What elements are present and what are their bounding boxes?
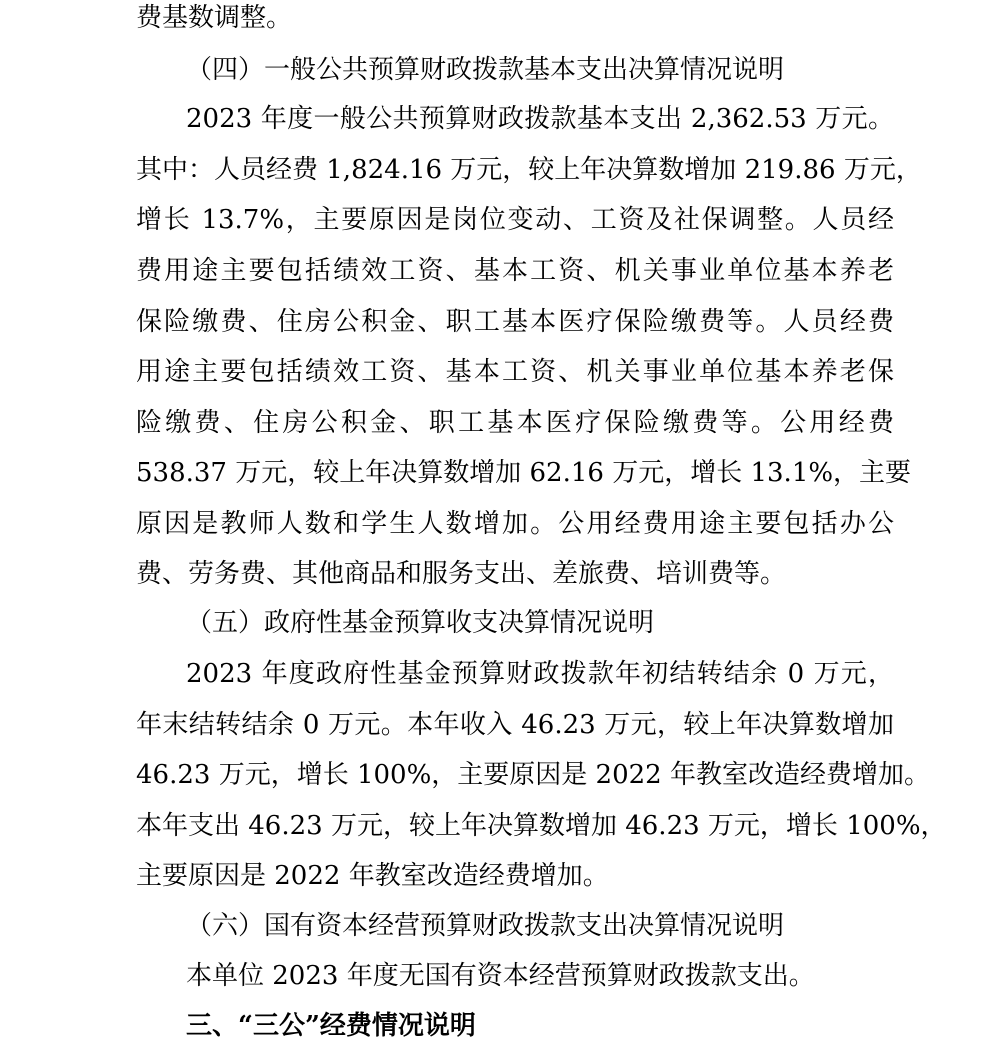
paragraph-line: 原因是教师人数和学生人数增加。公用经费用途主要包括办公 [136,509,894,539]
section-heading-three-public: 三、“三公”经费情况说明 [186,1011,476,1041]
paragraph-line: 本单位 2023 年度无国有资本经营预算财政拨款支出。 [186,961,815,991]
section-heading-6: （六）国有资本经营预算财政拨款支出决算情况说明 [186,911,785,941]
paragraph-line: 险缴费、住房公积金、职工基本医疗保险缴费等。公用经费 [136,408,894,438]
paragraph-line: 2023 年度一般公共预算财政拨款基本支出 2,362.53 万元。 [186,104,894,134]
paragraph-line: 538.37 万元，较上年决算数增加 62.16 万元，增长 13.1%，主要 [136,458,912,488]
section-heading-5: （五）政府性基金预算收支决算情况说明 [186,608,655,638]
paragraph-line: 保险缴费、住房公积金、职工基本医疗保险缴费等。人员经费 [136,307,894,337]
paragraph-line: 增长 13.7%，主要原因是岗位变动、工资及社保调整。人员经 [136,205,894,235]
paragraph-line: 本年支出 46.23 万元，较上年决算数增加 46.23 万元，增长 100%， [136,811,947,841]
paragraph-line: 费基数调整。 [136,3,293,33]
paragraph-line: 费、劳务费、其他商品和服务支出、差旅费、培训费等。 [136,559,787,589]
section-heading-4: （四）一般公共预算财政拨款基本支出决算情况说明 [186,55,785,85]
paragraph-line: 其中：人员经费 1,824.16 万元，较上年决算数增加 219.86 万元， [136,155,922,185]
paragraph-line: 年末结转结余 0 万元。本年收入 46.23 万元，较上年决算数增加 [136,710,894,740]
paragraph-line: 用途主要包括绩效工资、基本工资、机关事业单位基本养老保 [136,357,894,387]
paragraph-line: 主要原因是 2022 年教室改造经费增加。 [136,861,609,891]
paragraph-line: 2023 年度政府性基金预算财政拨款年初结转结余 0 万元， [186,659,894,689]
paragraph-line: 46.23 万元，增长 100%，主要原因是 2022 年教室改造经费增加。 [136,760,930,790]
paragraph-line: 费用途主要包括绩效工资、基本工资、机关事业单位基本养老 [136,256,894,286]
